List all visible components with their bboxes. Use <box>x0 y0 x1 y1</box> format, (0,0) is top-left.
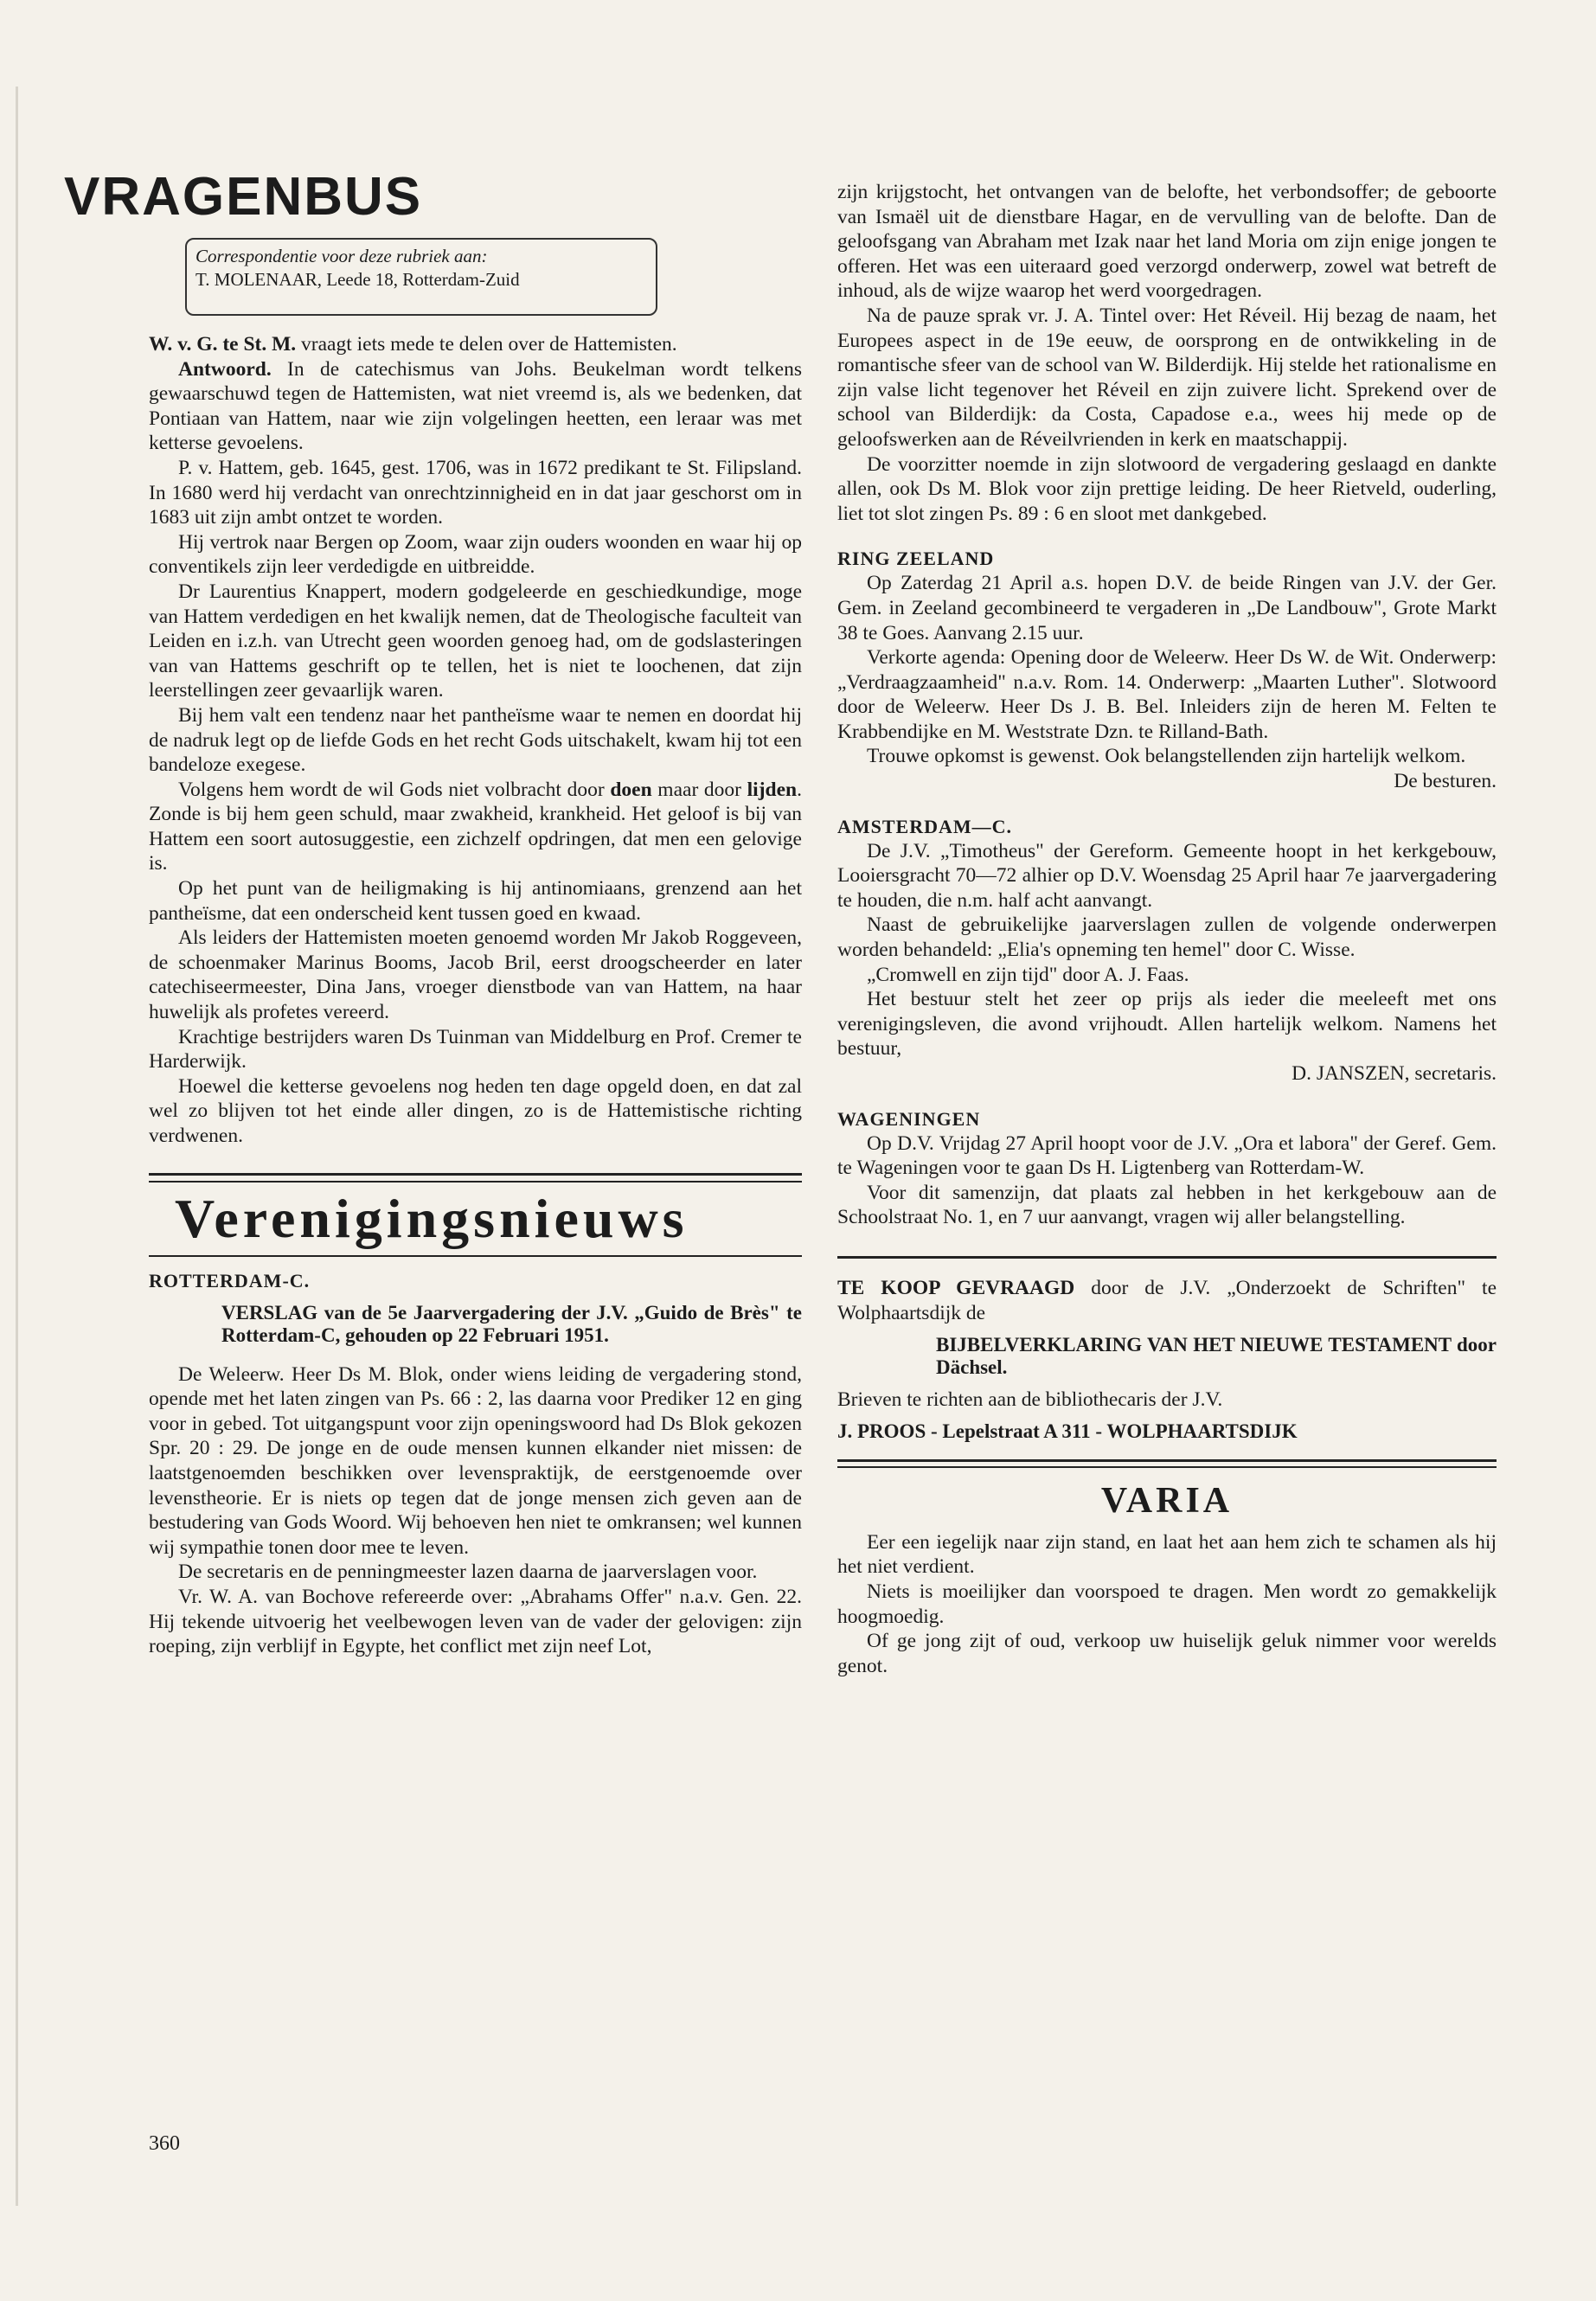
doen-emphasis: doen <box>610 778 652 801</box>
te-koop-address: J. PROOS - Lepelstraat A 311 - WOLPHAARTSDIJK <box>837 1420 1298 1442</box>
rotterdam-paragraph: De secretaris en de penningmeester lazen daarna de jaarverslagen voor. <box>178 1561 758 1584</box>
vragenbus-title: VRAGENBUS <box>64 167 423 227</box>
zeeland-paragraph: Op Zaterdag 21 April a.s. hopen D.V. de beide Ringen van J.V. der Ger. Gem. in Zeeland gecombineerd te vergaderen in „De Landbouw", Grote Markt 38 te Goes. Aanvang 2.15 uur. <box>837 572 1497 644</box>
section-divider <box>149 1181 802 1183</box>
rotterdam-heading: ROTTERDAM-C. <box>149 1269 311 1292</box>
zeeland-heading: RING ZEELAND <box>837 548 995 570</box>
zeeland-paragraph: Verkorte agenda: Opening door de Weleerw. Heer Ds W. de Wit. Onderwerp: „Verdraagzaamheid" n.a.v. Rom. 14. Onderwerp: „Maarten Luther". Slotwoord door de Weleerw. Heer Ds J. B. Bel. Inleiders zijn de heren M. Felten te Krabbendijke en M. Weststrate Dzn. te Rilland-Bath. <box>837 646 1497 743</box>
amsterdam-paragraph: Naast de gebruikelijke jaarverslagen zullen de volgende onderwerpen worden behandeld: „Elia's opneming ten hemel" door C. Wisse. <box>837 913 1497 962</box>
vb-text: Volgens hem wordt de wil Gods niet volbracht door <box>178 778 611 801</box>
answer-text: In de catechismus van Johs. Beukelman wordt telkens gewaarschuwd tegen de Hattemisten, wat niet vreemd is, als we bedenken, dat Pontiaan van Hattem, naar wie zijn volgelingen heetten, een leraar was met ketterse gevoelens. <box>149 357 802 455</box>
vb-text: maar door <box>651 778 747 801</box>
answer-paragraph <box>149 357 802 456</box>
varia-title: VARIA <box>1100 1480 1234 1521</box>
te-koop-book-title: BIJBELVERKLARING VAN HET NIEUWE TESTAMENT door Dächsel. <box>936 1334 1497 1379</box>
vb-paragraph: Op het punt van de heiligmaking is hij antinomiaans, grenzend aan het pantheïsme, dat een onderscheid kent tussen goed en kwaad. <box>149 877 802 925</box>
vragenbus-body <box>149 332 802 1659</box>
amsterdam-signature: D. JANSZEN, secretaris. <box>1292 1062 1497 1085</box>
section-divider <box>837 1256 1497 1259</box>
vb-paragraph <box>149 778 802 876</box>
te-koop-text: door de J.V. „Onderzoekt de Schriften" te Wolphaartsdijk de <box>837 1276 1497 1324</box>
vb-paragraph: Hoewel die ketterse gevoelens nog heden ten dage opgeld doen, en dat zal wel zo blijven tot het einde aller dingen, zo is de Hattemistische richting verdwenen. <box>149 1074 802 1147</box>
correspondence-box <box>185 238 657 316</box>
section-divider <box>837 1466 1497 1468</box>
vb-paragraph: Bij hem valt een tendenz naar het pantheïsme waar te nemen en doordat hij de nadruk legt op de liefde Gods en het recht Gods uitschakelt, kwam hij tot een bandeloze exegese. <box>149 703 802 777</box>
question-paragraph <box>149 332 802 357</box>
vb-paragraph: P. v. Hattem, geb. 1645, gest. 1706, was in 1672 predikant te St. Filipsland. In 1680 werd hij verdacht van onrechtzinnigheid en in dat jaar geschorst om in 1683 uit zijn ambt ontzet te worden. <box>149 456 802 529</box>
page-number: 360 <box>149 2132 180 2155</box>
vb-paragraph: Dr Laurentius Knappert, modern godgeleerde en geschiedkundige, moge van Hattem verdedigen en het kwalijk nemen, dat de Theologische faculteit van Leiden en i.z.h. van Utrecht geen woorden genoeg had, om de godslasteringen van van Hattems geschrift op te tellen, het is niet te loochenen, dat zijn leerstellingen zeer gevaarlijk waren. <box>149 580 802 702</box>
te-koop-lead <box>837 1276 1497 1325</box>
wageningen-paragraph: Voor dit samenzijn, dat plaats zal hebben in het kerkgebouw aan de Schoolstraat No. 1, en 7 uur aanvangt, vragen wij aller belangstelling. <box>837 1181 1497 1229</box>
right-column <box>837 180 1497 1678</box>
rotterdam-paragraph: Na de pauze sprak vr. J. A. Tintel over: Het Réveil. Hij bezag de naam, het Europees aspect in de 19e eeuw, de oorsprong en de ontwikkeling in de romantische sfeer van de school van W. Bilderdijk. Hij stelde het rationalisme en zijn valse licht tegenover het Réveil en zijn zuivere licht. Sprekend over de school van Bilderdijk: da Costa, Capadose e.a., wees hij mede op de geloofswerken aan de Réveilvrienden in kerk en maatschappij. <box>837 304 1497 451</box>
rotterdam-paragraph-continued: zijn krijgstocht, het ontvangen van de belofte, het verbondsoffer; de geboorte van Ismaël uit de dienstbare Hagar, en de vervulling van de belofte. Dan de geloofsgang van Abraham met Izak naar het land Moria om zijn enige jongen te offeren. Het was een uiteraard goed verzorgd onderwerp, zowel wat betreft de inhoud, als de wijze waarop het werd voorgedragen. <box>837 181 1497 303</box>
vb-paragraph: Krachtige bestrijders waren Ds Tuinman van Middelburg en Prof. Cremer te Harderwijk. <box>149 1025 802 1074</box>
wageningen-paragraph: Op D.V. Vrijdag 27 April hoopt voor de J.V. „Ora et labora" der Geref. Gem. te Wageningen voor te gaan Ds H. Ligtenberg van Rotterdam-W. <box>837 1131 1497 1180</box>
zeeland-paragraph: Trouwe opkomst is gewenst. Ook belangstellenden zijn hartelijk welkom. <box>867 745 1466 768</box>
question-sender: W. v. G. te St. M. <box>149 333 297 356</box>
correspondence-line2: T. MOLENAAR, Leede 18, Rotterdam-Zuid <box>195 269 520 290</box>
varia-item: Eer een iegelijk naar zijn stand, en laat het aan hem zich te schamen als hij het niet verdient. <box>837 1530 1497 1579</box>
answer-label: Antwoord. <box>178 357 272 381</box>
question-text: vraagt iets mede te delen over de Hattemisten. <box>296 333 677 356</box>
rotterdam-paragraph: De voorzitter noemde in zijn slotwoord de vergadering geslaagd en dankte allen, ook Ds M. Blok voor zijn prettige leiding. De heer Rietveld, ouderling, liet tot slot zingen Ps. 89 : 6 en sloot met dankgebed. <box>837 452 1497 525</box>
vb-paragraph: Hij vertrok naar Bergen op Zoom, waar zijn ouders woonden en waar hij op conventikels zijn leer verdedigde en uitbreidde. <box>149 530 802 579</box>
zeeland-signature: De besturen. <box>1394 770 1497 793</box>
vb-paragraph: Als leiders der Hattemisten moeten genoemd worden Mr Jakob Roggeveen, de schoenmaker Marinus Booms, Jacob Bril, eerst droogscheerder en later catechiseermeester, Dina Jans, vroeger dienstbode van van Hattem, na haar huwelijk als profetes vereerd. <box>149 926 802 1024</box>
page-edge-shadow <box>16 87 18 2206</box>
vb-text: . Zonde is bij hem geen schuld, maar zwakheid, krankheid. Het geloof is bij van Hattem een soort autosuggestie, een zichzelf opdringen, dat men een gelovige is. <box>149 778 802 875</box>
rotterdam-paragraph: De Weleerw. Heer Ds M. Blok, onder wiens leiding de vergadering stond, opende met het laten zingen van Ps. 66 : 2, las daarna voor Prediker 12 en ging voor in gebed. Tot uitgangspunt voor zijn openingswoord had Ds Blok gekozen Spr. 20 : 29. De jonge en de oude mensen kunnen elkander niet missen: de laatstgenoemden beschikken over levenspraktijk, de eerstgenoemde over levenstheorie. Er is niets op tegen dat de jonge mensen zich geven aan de bestudering van Gods Woord. Wij behoeven hen niet te omkransen; wel kunnen wij sympathie tonen door mee te leven. <box>149 1362 802 1559</box>
amsterdam-paragraph: Het bestuur stelt het zeer op prijs als ieder die meeleeft met ons verenigingsleven, die avond vrijhoudt. Allen hartelijk welkom. Namens het bestuur, <box>837 988 1497 1061</box>
rotterdam-paragraph: Vr. W. A. van Bochove refereerde over: „Abrahams Offer" n.a.v. Gen. 22. Hij tekende uitvoerig het veelbewogen leven van de vader der gelovigen: zijn roeping, zijn verblijf in Egypte, het conflict met zijn neef Lot, <box>149 1585 802 1658</box>
wageningen-heading: WAGENINGEN <box>837 1107 981 1130</box>
amsterdam-heading: AMSTERDAM—C. <box>837 815 1013 837</box>
verslag-heading: VERSLAG van de 5e Jaarvergadering der J.V. „Guido de Brès" te Rotterdam-C, gehouden op 22 Februari 1951. <box>221 1301 802 1346</box>
te-koop-instruction: Brieven te richten aan de bibliothecaris der J.V. <box>837 1388 1223 1412</box>
te-koop-label: TE KOOP GEVRAAGD <box>837 1276 1075 1299</box>
varia-item: Niets is moeilijker dan voorspoed te dragen. Men wordt zo gemakkelijk hoogmoedig. <box>837 1580 1497 1628</box>
section-divider <box>149 1255 802 1257</box>
correspondence-line1: Correspondentie voor deze rubriek aan: <box>195 246 488 266</box>
amsterdam-paragraph: „Cromwell en zijn tijd" door A. J. Faas. <box>867 963 1189 986</box>
varia-item: Of ge jong zijt of oud, verkoop uw huiselijk geluk nimmer voor werelds genot. <box>837 1630 1497 1677</box>
lijden-emphasis: lijden <box>747 778 798 801</box>
verenigingsnieuws-title: Verenigingsnieuws <box>175 1187 689 1249</box>
amsterdam-paragraph: De J.V. „Timotheus" der Gereform. Gemeente hoopt in het kerkgebouw, Looiersgracht 70—72 alhier op D.V. Woensdag 25 April haar 7e jaarvergadering te houden, die n.m. half acht aanvangt. <box>837 839 1497 912</box>
